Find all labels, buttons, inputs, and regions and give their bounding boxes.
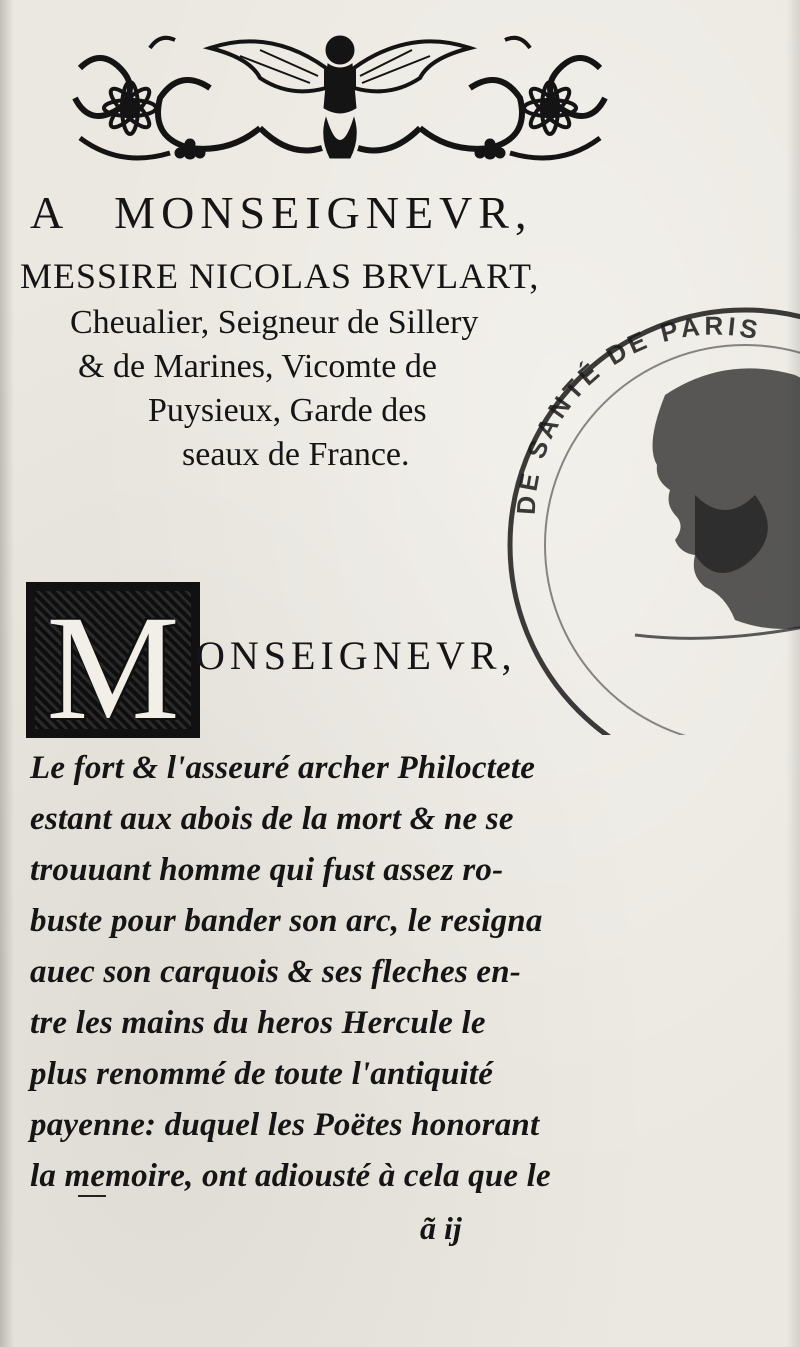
library-seal-stamp-icon: [495, 295, 800, 735]
salutation: ONSEIGNEVR,: [196, 633, 517, 678]
signature-mark: ã ij: [420, 1210, 462, 1246]
body-line: la memoire, ont adiousté à cela que le: [30, 1158, 551, 1194]
stamp-text: DE SANTÉ DE PARIS: [510, 310, 764, 516]
initial-letter: M: [46, 585, 180, 751]
title-line-2: MESSIRE NICOLAS BRVLART,: [20, 256, 540, 296]
title-line-1: A MONSEIGNEVR,: [30, 187, 533, 238]
page-edge-left: [0, 0, 14, 1347]
winged-figure-floral-ornament-icon: [60, 28, 620, 178]
title-line-6: seaux de France.: [182, 436, 410, 473]
body-line: payenne: duquel les Poëtes honorant: [30, 1107, 540, 1143]
body-line: estant aux abois de la mort & ne se: [30, 801, 514, 837]
decorated-initial: [26, 582, 200, 751]
body-line: trouuant homme qui fust assez ro-: [30, 852, 504, 888]
body-line: plus renommé de toute l'antiquité: [30, 1056, 494, 1092]
title-line-5: Puysieux, Garde des: [148, 392, 427, 429]
body-line: Le fort & l'asseuré archer Philoctete: [30, 750, 536, 786]
margin-dash: [78, 1195, 106, 1197]
body-line: buste pour bander son arc, le resigna: [30, 903, 543, 939]
title-line-4: & de Marines, Vicomte de: [78, 348, 437, 385]
body-line: auec son carquois & ses fleches en-: [30, 954, 521, 990]
body-paragraph: [30, 752, 630, 1211]
body-line: tre les mains du heros Hercule le: [30, 1005, 486, 1041]
title-line-3: Cheualier, Seigneur de Sillery: [70, 304, 479, 341]
